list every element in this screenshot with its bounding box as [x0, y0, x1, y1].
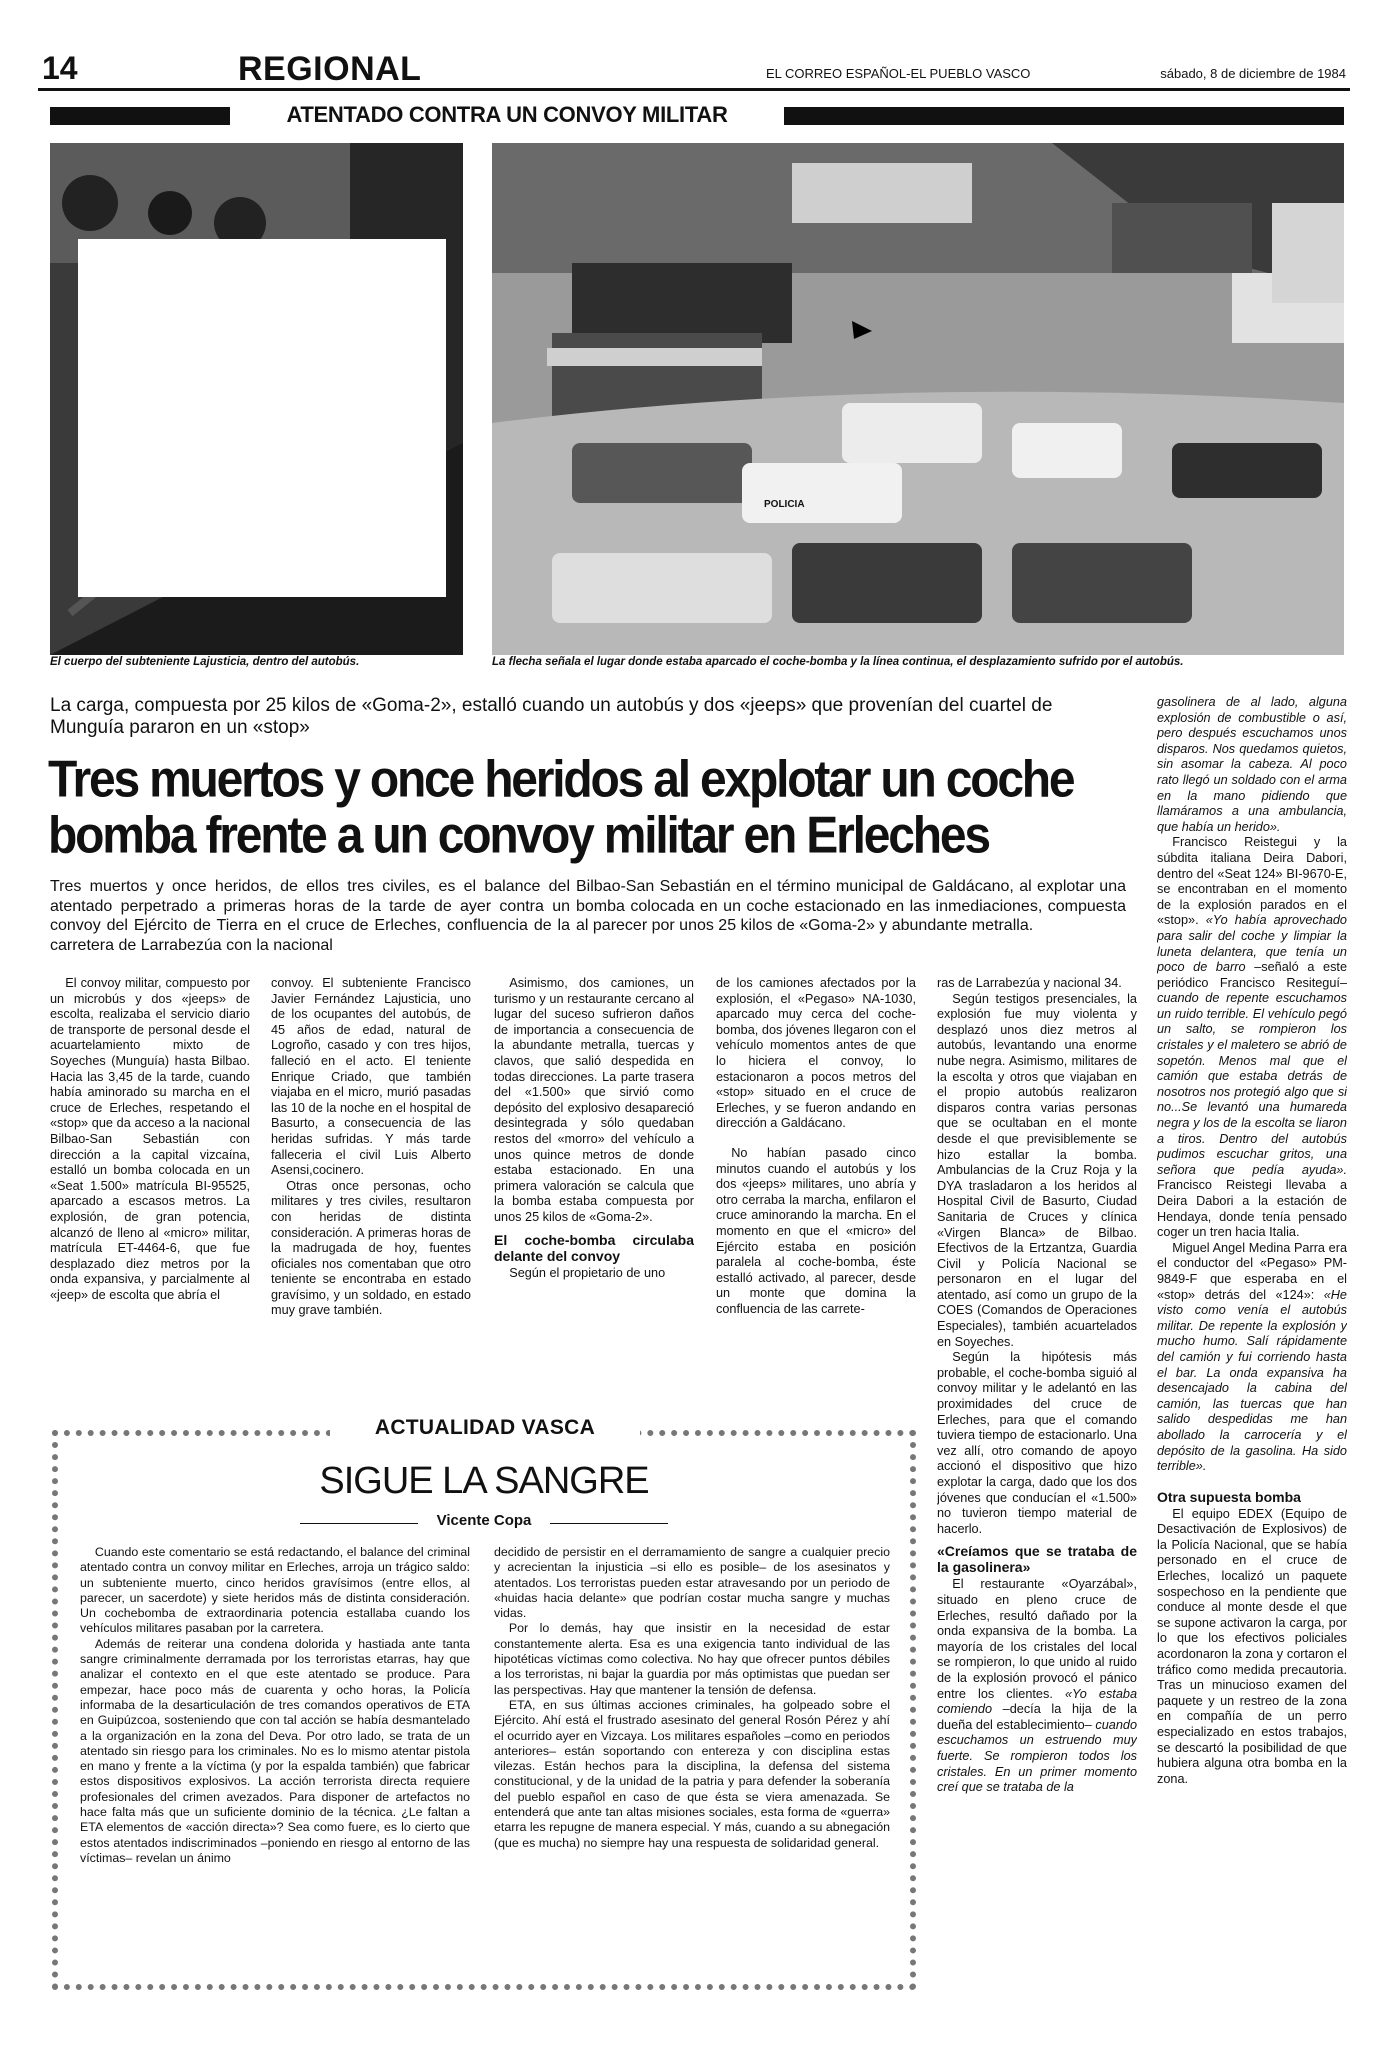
- issue-date: sábado, 8 de diciembre de 1984: [1160, 66, 1346, 81]
- text-run: Francisco Reistegi llevaba a Deira Dabori a la estación de Hendaya, donde tenía pensado coger un tren hacia Italia.: [1157, 1178, 1347, 1240]
- opinion-column-left: [80, 1545, 470, 1970]
- article-column-5: [937, 976, 1137, 1986]
- paragraph: [937, 1577, 1137, 1795]
- article-lead-left: Tres muertos y once heridos, de ellos tres civiles, es el balance del atentado perpetrado a primeras horas de la tarde de ayer contra un convoy del Ejército de Tierra en el cruce de Erleches, confluencia de la carretera de Larrabezúa con la nacional: [50, 878, 570, 954]
- article-column-6: [1157, 695, 1347, 2005]
- text-run: –señaló a este periódico Francisco Resiteguí–: [1157, 960, 1347, 990]
- paragraph: gasolinera de al lado, alguna explosión de combustible o así, pero después escuchamos unos disparos. Nos quedamos quietos, sin asomar la cabeza. Al poco rato llegó un soldado con el arma en la mano pidiendo que llamáramos a una ambulancia, que había un herido».: [1157, 695, 1347, 834]
- quote-run: «Yo había aprovechado para salir del coche y limpiar la luneta delantera, que tenía un poco de barro: [1157, 913, 1347, 975]
- article-column-4: [716, 976, 916, 1394]
- paragraph: Según el propietario de uno: [509, 1265, 666, 1280]
- paragraph: de los camiones afectados por la explosión, el «Pegaso» NA-1030, aparcado muy cerca del coche-bomba, dos jóvenes llegaron con el vehículo momentos antes de que lo hiciera el convoy, lo estacionaron a pocos metros del «stop» situado en el cruce de Erleches, y se fueron andando en dirección a Galdácano.: [716, 976, 916, 1131]
- redaction-block: [78, 239, 446, 597]
- paragraph: convoy. El subteniente Francisco Javier Fernández Lajusticia, uno de los ocupantes del autobús, de 45 años de edad, natural de Logroño, casado y con tres hijos, falleció en el acto. El teniente Enrique Criado, que también viajaba en el micro, murió pasadas las 10 de la noche en el hospital de Basurto, a consecuencia de las heridas sufridas. Y más tarde falleceria el civil Luis Alberto Asensi,cocinero.: [271, 976, 471, 1178]
- paragraph: Según testigos presenciales, la explosión fue muy violenta y desplazó unos diez metros al autobús, levantando una enorme nube negra. Asimismo, militares de la escolta y otros que viajaban en el propio autobús realizaron disparos contra varias personas que se ocultaban en el monte desde el que previsiblemente se hizo estallar la bomba. Ambulancias de la Cruz Roja y la DYA trasladaron a los heridos al Hospital Civil de Basurto, Ciudad Sanitaria de Cruces y clínica «Virgen Blanca» de Bilbao. Efectivos de la Ertzantza, Guardia Civil y Policía Nacional se personaron en el lugar del atentado, así como un grupo de la COES (Comandos de Operaciones Especiales), también acuartelados en Soyeches.: [937, 991, 1137, 1349]
- paragraph: No habían pasado cinco minutos cuando el autobús y los dos «jeeps» militares, uno abría y otro cerraba la marcha, enfilaron el cruce aminorando la marcha. En el momento en que el «micro» del Ejército estaba en posición paralela al coche-bomba, éste estalló activado, al parecer, desde un monte que domina la confluencia de las carrete-: [716, 1145, 916, 1316]
- page-number: 14: [42, 50, 78, 86]
- article-column-1: [50, 976, 250, 1394]
- subheading: Otra supuesta bomba: [1157, 1488, 1301, 1505]
- subheading: «Creíamos que se trataba de la gasolinera»: [937, 1543, 1137, 1576]
- masthead: [38, 50, 1350, 88]
- banner-bar-right: [784, 107, 1344, 125]
- paragraph: ETA, en sus últimas acciones criminales, ha golpeado sobre el Ejército. Ahí está el frustrado asesinato del general Rosón Pérez y ahí el ocurrido ayer en Vizcaya. Los militares españoles –como en periodos anteriores– están soportando con entereza y con disciplina estas vilezas. Están hechos para la disciplina, la defensa del sistema constitucional, y de la unidad de la patria y para defender la soberanía del pueblo español en caso de que ésta se viera amenazada. Se entenderá que ante tan altas misiones sociales, esta forma de «guerra» etarra les repugne de manera especial. Y más, cuando a su abnegación (que es mucha) no siempre hay una respuesta de solidaridad general.: [494, 1697, 890, 1850]
- masthead-rule: [38, 88, 1350, 91]
- quote-run: «He visto como venía el autobús militar. De repente la explosión y mucho humo. Salí rápidamente del camión y fui corriendo hasta el bar. La onda expansiva ha desencajado la cabina del camión, las tuercas que han salido despedidas me han abollado la carrocería y el depósito de la gasolina. Ha sido terrible».: [1157, 1287, 1347, 1474]
- text-run: Francisco Reistegui y la súbdita italiana Deira Dabori, dentro del «Seat 124» BI-9670-E, se encontraban en el momento de la explosión parados en el «stop».: [1157, 835, 1347, 928]
- article-lead-right: Bilbao-San Sebastián en el término municipal de Galdácano, al explotar una bomba colocada en un coche estacionado en las inmediaciones, compuesta al parecer por unos 25 kilos de «Goma-2» y abundante metralla.: [576, 878, 1126, 934]
- opinion-column-right: [494, 1545, 890, 1970]
- paragraph: Además de reiterar una condena dolorida y hastiada ante tanta sangre criminalmente derramada por los terroristas etarras, hay que analizar el contexto en el que este atentado se produce. Para empezar, hace poco más de cuarenta y ocho horas, la Policía informaba de la desarticulación de tres comandos operativos de ETA en Guipúzcoa, sosteniendo que con tal acción se había desmantelado a la organización en la zona del Deva. Por otro lado, se trata de un atentado sin riesgo para los criminales. No es lo mismo atentar pistola en mano y frente a la víctima (y por la espalda también) que fabricar estos dispositivos explosivos. La acción terrorista directa requiere profesionales del crimen avezados. Para disponer de artefactos no hace falta más que un suficiente dominio de la técnica. ¿Le faltan a ETA elementos de «acción directa»? Sea como fuere, es lo cierto que estos atentados indiscriminados –poniendo en riesgo al entorno de las víctimas– revelan un ánimo: [80, 1636, 470, 1865]
- newspaper-name: EL CORREO ESPAÑOL-EL PUEBLO VASCO: [766, 66, 1031, 81]
- paragraph: [1157, 835, 1347, 1240]
- photo-bus-interior-image: [50, 143, 463, 655]
- opinion-author: Vicente Copa: [436, 1512, 532, 1529]
- subheading: El coche-bomba circulaba delante del convoy: [494, 1231, 694, 1264]
- paragraph: Asimismo, dos camiones, un turismo y un restaurante cercano al lugar del suceso sufrieron daños de importancia a consecuencia de la abundante metralla, tuercas y clavos, que salió despedida en todas direcciones. La parte trasera del «1.500» que sirvió como depósito del explosivo desapareció desintegrada y sólo quedaban restos del «morro» del vehículo a unos quince metros de donde estaba estacionado. En una primera valoración se calcula que la bomba estaba compuesta por unos 25 kilos de «Goma-2».: [494, 976, 694, 1224]
- paragraph: [1157, 1241, 1347, 1475]
- opinion-byline: [300, 1512, 668, 1534]
- article-column-2: [271, 976, 471, 1394]
- banner-bar-left: [50, 107, 230, 125]
- photo-blast-scene: [492, 143, 1344, 655]
- photo-blast-scene-image: [492, 143, 1344, 655]
- quote-run: cuando de repente escuchamos un ruido terrible. El vehículo pegó un salto, se rompieron los cristales y el maletero se abrió de sopetón. Menos mal que el camión que estaba detrás de nosotros nos protegió algo que si no...Se levantó una humareda negra y los de la escolta se liaron a tiros. Dentro del autobús pudimos escuchar gritos, una señora que pedía ayuda».: [1157, 991, 1347, 1177]
- paragraph: decidido de persistir en el derramamiento de sangre a cualquier precio y acrecientan la injusticia –si ello es posible– de los asesinatos y atentados. Los terroristas pueden estar atravesando por un periodo de «huidas hacia delante» que podrían costar mucha sangre y muchas vidas.: [494, 1545, 890, 1621]
- caption-right-photo: La flecha señala el lugar donde estaba aparcado el coche-bomba y la línea continua, el desplazamiento sufrido por el autobús.: [492, 656, 1184, 668]
- text-run: El restaurante «Oyarzábal», situado en pleno cruce de Erleches, resultó dañado por la onda expansiva de la bomba. La mayoría de los cristales del local se rompieron, lo que unido al ruido de la explosión provocó el pánico entre los clientes.: [937, 1577, 1137, 1701]
- paragraph: Por lo demás, hay que insistir en la necesidad de estar constantemente alerta. Esa es una exigencia tanto individual de las hipotéticas víctimas como colectiva. No hay que ofrecer puntos débiles a los terroristas, ni bajar la guardia por más optimistas que puedan ser las perspectivas. Hay que mantener la tensión de defensa.: [494, 1621, 890, 1697]
- opinion-section-label: ACTUALIDAD VASCA: [330, 1416, 640, 1440]
- paragraph: El convoy militar, compuesto por un microbús y dos «jeeps» de escolta, realizaba el servicio diario de transporte de personal desde el acuartelamiento mixto de Soyeches (Munguía) hasta Bilbao. Hacia las 3,45 de la tarde, cuando había aminorado su marcha en el cruce de Erleches, respetando el «stop» que da acceso a la nacional Bilbao-San Sebastián con dirección a la capital vizcaína, estalló un bomba colocada en un «Seat 1.500» matrícula BI-95525, aparcado a escasos metros. La explosión, de gran potencia, alcanzó de lleno al «micro» militar, matrícula ET-4464-6, que fue desplazado diez metros por la onda expansiva, y parcialmente al «jeep» de escolta que abría el: [50, 976, 250, 1302]
- text-run: –decía la hija de la dueña del establecimiento–: [937, 1702, 1137, 1732]
- paragraph: ras de Larrabezúa y nacional 34.: [937, 976, 1122, 990]
- byline-rule-left: [300, 1523, 418, 1524]
- section-title: REGIONAL: [238, 50, 422, 88]
- byline-rule-right: [550, 1523, 668, 1524]
- paragraph: Otras once personas, ocho militares y tres civiles, resultaron con heridas de distinta consideración. A primeras horas de la madrugada de hoy, fuentes oficiales nos comentaban que otro teniente se encontraba en estado gravísimo, y un soldado, en estado muy grave también.: [271, 1178, 471, 1318]
- police-door-label: POLICIA: [764, 499, 805, 510]
- photo-bus-interior: [50, 143, 463, 655]
- quote-run: «Yo estaba comiendo: [937, 1686, 1137, 1717]
- paragraph: El equipo EDEX (Equipo de Desactivación de Explosivos) de la Policía Nacional, que se había personado en el cruce de Erleches, localizó un paquete sospechoso en la pendiente que conduce al monte desde el que se supone activaron la carga, por lo que los efectivos policiales acordonaron la zona y cortaron el tráfico como medida precautoria. Tras un minucioso examen del paquete y un restreo de la zona en compañía de un perro especializado en estos trabajos, se descartó la posibilidad de que hubiera alguna otra bomba en la zona.: [1157, 1506, 1347, 1786]
- article-kicker: La carga, compuesta por 25 kilos de «Goma-2», estalló cuando un autobús y dos «jeeps» que provenían del cuartel de Munguía pararon en un «stop»: [50, 695, 1053, 738]
- opinion-title: SIGUE LA SANGRE: [319, 1460, 649, 1502]
- banner-title: ATENTADO CONTRA UN CONVOY MILITAR: [286, 102, 728, 127]
- article-headline-line-2: bomba frente a un convoy militar en Erleches: [48, 806, 989, 865]
- article-headline-line-1: Tres muertos y once heridos al explotar un coche: [48, 750, 1074, 809]
- text-run: Miguel Angel Medina Parra era el conductor del «Pegaso» PM-9849-F que esperaba en el «stop» detrás del «124»:: [1157, 1240, 1347, 1302]
- paragraph: Cuando este comentario se está redactando, el balance del criminal atentado contra un convoy militar en Erleches, arroja un trágico saldo: un subteniente muerto, cinco heridos gravísimos (entre ellos, al parecer, un sacerdote) y siete heridos más de distinta consideración. Un cochebomba de extraordinaria potencia estallaba cuando los vehículos militares pasaban por la carretera.: [80, 1545, 470, 1636]
- quote-run: cuando escuchamos un estruendo muy fuerte. Se rompieron todos los cristales. En un primer momento creí que se trataba de la: [937, 1717, 1137, 1795]
- paragraph: Según la hipótesis más probable, el coche-bomba siguió al convoy militar y le adelantó en las proximidades del cruce de Erleches, para que el comando tuviera tiempo de estacionarlo. Una vez allí, otro comando de apoyo accionó el dispositivo que hizo explotar la carga, dado que los dos jóvenes que conducían el «1.500» no tuvieron tiempo material de hacerlo.: [937, 1350, 1137, 1536]
- caption-left-photo: El cuerpo del subteniente Lajusticia, dentro del autobús.: [50, 656, 360, 668]
- article-column-3: [494, 976, 694, 1394]
